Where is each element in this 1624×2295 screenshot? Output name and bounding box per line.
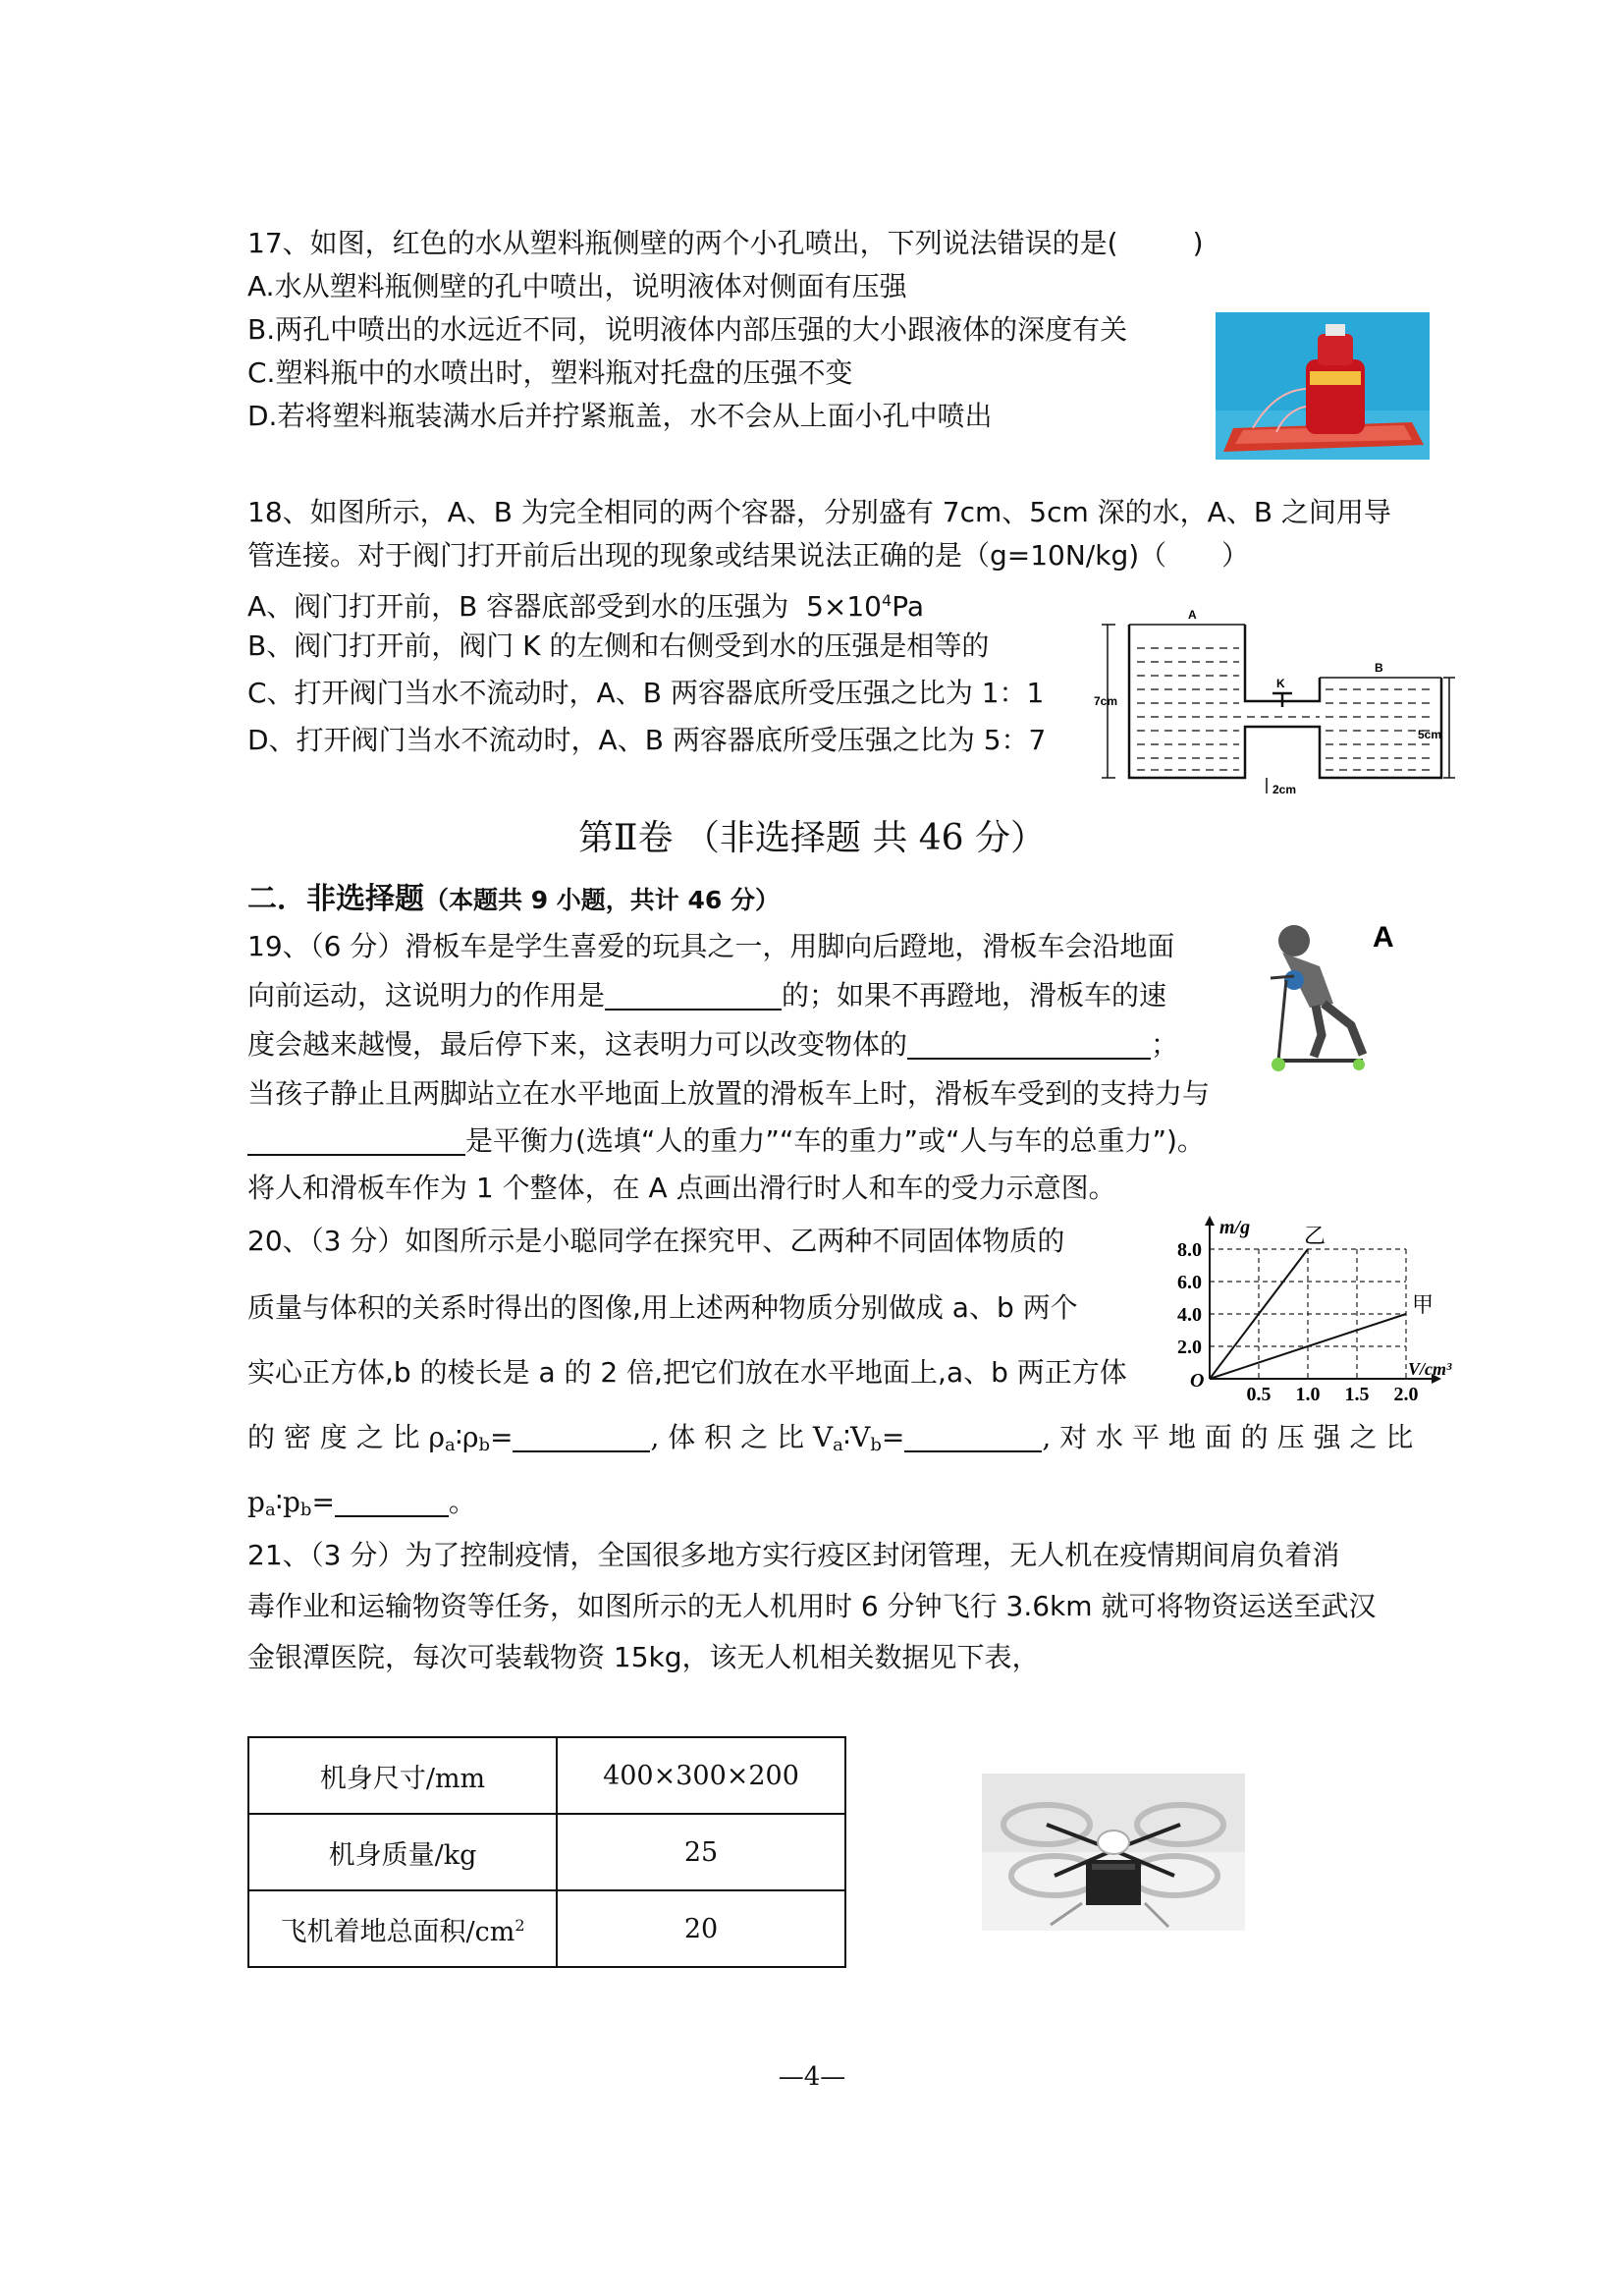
q18-option-c: C、打开阀门当水不流动时，A、B 两容器底所受压强之比为 1：1: [247, 677, 1045, 709]
table-cell-label: 机身质量/kg: [248, 1814, 557, 1890]
bottle-photo: [1216, 312, 1430, 460]
q18-stem-line2: 管连接。对于阀门打开前后出现的现象或结果说法正确的是（g=10N/kg)（ ）: [247, 539, 1250, 572]
q19-blank-1[interactable]: [605, 981, 782, 1011]
q19-blank-2[interactable]: [907, 1030, 1151, 1060]
q21-line3: 金银潭医院，每次可装载物资 15kg，该无人机相关数据见下表，: [247, 1641, 1040, 1673]
q17-option-a: A.水从塑料瓶侧壁的孔中喷出，说明液体对侧面有压强: [247, 270, 907, 302]
q17-option-b: B.两孔中喷出的水远近不同，说明液体内部压强的大小跟液体的深度有关: [247, 313, 1128, 346]
containers-diagram: [1094, 601, 1457, 797]
y-tick-label: 4.0: [1177, 1304, 1202, 1326]
q18-option-a: A、阀门打开前，B 容器底部受到水的压强为 $5\times 10^4Pa$: [247, 590, 924, 623]
x-tick-label: 1.5: [1344, 1384, 1370, 1405]
q20-line4: 的 密 度 之 比 $\rho_a∶\rho_b=$ , 体 积 之 比 $V_a∶V_b=$ , 对 水 平 地 面 的 压 强 之 比: [247, 1421, 1414, 1455]
table-cell-label: 机身尺寸/mm: [248, 1737, 557, 1814]
section-title: 第Ⅱ卷 （非选择题 共 46 分）: [577, 818, 1047, 858]
table-row: [248, 1737, 845, 1814]
q20-line1: 20、（3 分）如图所示是小聪同学在探究甲、乙两种不同固体物质的: [247, 1225, 1065, 1257]
q20-line5: $p_a∶p_b=$ 。: [247, 1486, 476, 1520]
table-cell-value: 400×300×200: [557, 1737, 845, 1814]
label-k: K: [1276, 677, 1285, 690]
table-cell-value: 20: [557, 1890, 845, 1967]
mass-volume-chart: [1129, 1214, 1452, 1410]
q20-blank-pressure[interactable]: [335, 1488, 449, 1517]
q19-blank-3[interactable]: [247, 1126, 465, 1156]
series-label: 乙: [1304, 1225, 1326, 1249]
q21-line2: 毒作业和运输物资等任务，如图所示的无人机用时 6 分钟飞行 3.6km 就可将物资运送至武汉: [247, 1590, 1377, 1622]
table-row: [248, 1814, 845, 1890]
q20-line2: 质量与体积的关系时得出的图像,用上述两种物质分别做成 a、b 两个: [247, 1291, 1078, 1324]
q17-option-c: C.塑料瓶中的水喷出时，塑料瓶对托盘的压强不变: [247, 356, 853, 389]
q19-line4: 当孩子静止且两脚站立在水平地面上放置的滑板车上时，滑板车受到的支持力与: [247, 1077, 1211, 1110]
page-number: —4—: [778, 2062, 846, 2092]
q17-stem: 17、如图，红色的水从塑料瓶侧壁的两个小孔喷出，下列说法错误的是( ): [247, 227, 1204, 259]
x-tick-label: 0.5: [1246, 1384, 1272, 1405]
q18-option-d: D、打开阀门当水不流动时，A、B 两容器底所受压强之比为 5：7: [247, 724, 1047, 756]
q20-blank-volume[interactable]: [904, 1423, 1042, 1452]
table-cell-label: 飞机着地总面积$/cm^2$: [248, 1890, 557, 1967]
label-b: B: [1375, 661, 1383, 675]
y-tick-label: 8.0: [1177, 1239, 1202, 1261]
y-tick-label: 2.0: [1177, 1337, 1202, 1358]
q19-line6: 将人和滑板车作为 1 个整体，在 A 点画出滑行时人和车的受力示意图。: [247, 1172, 1116, 1204]
q19-line5: 是平衡力(选填“人的重力”“车的重力”或“人与车的总重力”)。: [247, 1121, 1205, 1161]
table-row: [248, 1890, 845, 1967]
dim-2cm: 2cm: [1272, 783, 1297, 796]
drone-photo: [982, 1774, 1245, 1931]
y-tick-label: 6.0: [1177, 1272, 1202, 1293]
x-tick-label: 1.0: [1295, 1384, 1321, 1405]
y-axis-label: m/g: [1219, 1217, 1251, 1238]
x-axis-label: V/cm³: [1408, 1359, 1452, 1379]
q19-line2: 向前运动，这说明力的作用是 的；如果不再蹬地，滑板车的速: [247, 979, 1167, 1011]
q18-stem-line1: 18、如图所示，A、B 为完全相同的两个容器，分别盛有 7cm、5cm 深的水，A、B 之间用导: [247, 496, 1391, 528]
dim-7cm: 7cm: [1094, 694, 1118, 708]
x-tick-label: 2.0: [1393, 1384, 1419, 1405]
scooter-figure: [1265, 919, 1402, 1076]
origin-label: O: [1190, 1370, 1205, 1392]
point-a-label: A: [1373, 921, 1394, 954]
series-label: 甲: [1412, 1293, 1435, 1318]
dim-5cm: 5cm: [1418, 728, 1442, 741]
table-cell-value: 25: [557, 1814, 845, 1890]
q19-line1: 19、（6 分）滑板车是学生喜爱的玩具之一，用脚向后蹬地，滑板车会沿地面: [247, 930, 1175, 962]
q18-option-b: B、阀门打开前，阀门 K 的左侧和右侧受到水的压强是相等的: [247, 629, 990, 662]
y-axis-arrow: [1205, 1216, 1215, 1226]
section-heading: 二．非选择题（本题共 9 小题，共计 46 分）: [247, 882, 781, 916]
q21-line1: 21、（3 分）为了控制疫情，全国很多地方实行疫区封闭管理，无人机在疫情期间肩负着消: [247, 1539, 1340, 1571]
q20-line3: 实心正方体,b 的棱长是 a 的 2 倍,把它们放在水平地面上,a、b 两正方体: [247, 1356, 1127, 1389]
q20-blank-density[interactable]: [513, 1423, 650, 1452]
drone-spec-table: [247, 1736, 846, 1968]
label-a: A: [1188, 608, 1197, 622]
q17-option-d: D.若将塑料瓶装满水后并拧紧瓶盖，水不会从上面小孔中喷出: [247, 400, 993, 432]
q19-line3: 度会越来越慢，最后停下来，这表明力可以改变物体的 ；: [247, 1028, 1179, 1061]
